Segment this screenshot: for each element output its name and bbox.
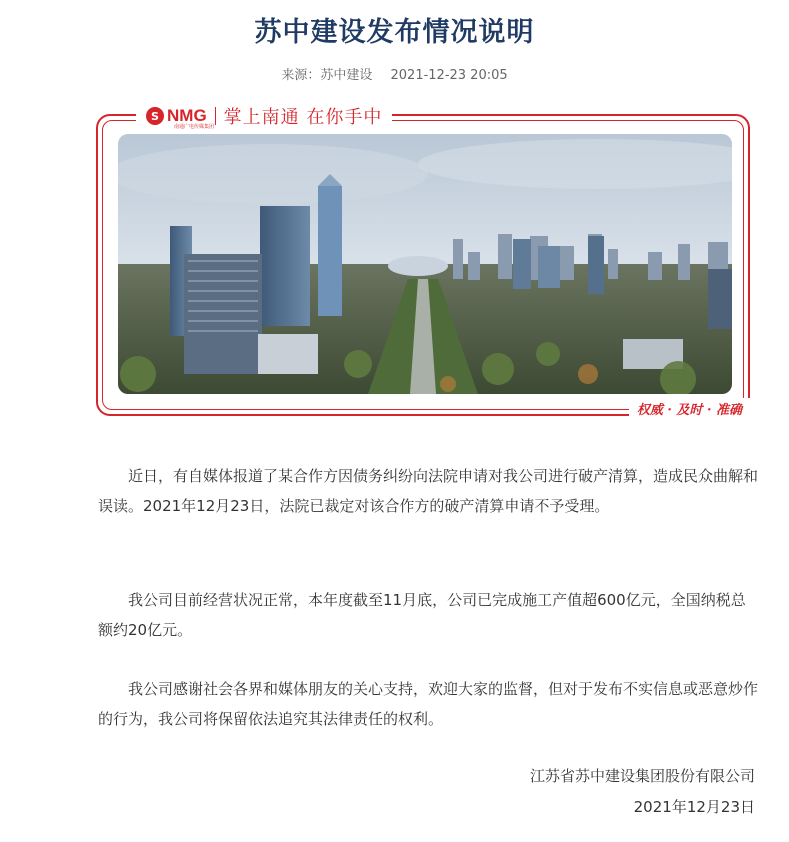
city-skyline-photo <box>118 134 732 394</box>
signature-date: 2021年12月23日 <box>633 798 755 816</box>
banner-slogan: 掌上南通 在你手中 <box>223 107 383 128</box>
paragraph-2: 我公司目前经营状况正常，本年度截至11月底，公司已完成施工产值超600亿元，全国纳税总额约20亿元。 <box>98 591 746 639</box>
banner-divider <box>215 107 216 125</box>
article-title: 苏中建设发布情况说明 <box>254 17 535 48</box>
article-meta <box>0 64 789 83</box>
nmg-logo-subtitle: 南通广电传媒集团 <box>174 124 215 130</box>
paragraph-3: 我公司感谢社会各界和媒体朋友的关心支持，欢迎大家的监督，但对于发布不实信息或恶意炒作的行为，我公司将保留依法追究其法律责任的权利。 <box>98 680 759 728</box>
banner-tagline-wrap <box>629 398 750 418</box>
banner-header <box>136 104 392 128</box>
article-date: 2021-12-23 20:05 <box>390 68 508 83</box>
paragraph-1: 近日，有自媒体报道了某合作方因债务纠纷向法院申请对我公司进行破产清算，造成民众曲解和误读。2021年12月23日，法院已裁定对该合作方的破产清算申请不予受理。 <box>98 467 759 515</box>
nmg-logo-text: NMG <box>167 106 207 125</box>
signature-company: 江苏省苏中建设集团股份有限公司 <box>529 767 755 785</box>
nmg-banner <box>96 104 754 418</box>
article-source[interactable]: 来源：苏中建设 <box>281 68 373 83</box>
banner-tagline: 权威 · 及时 · 准确 <box>636 402 742 418</box>
nmg-logo-icon: S <box>146 107 164 125</box>
